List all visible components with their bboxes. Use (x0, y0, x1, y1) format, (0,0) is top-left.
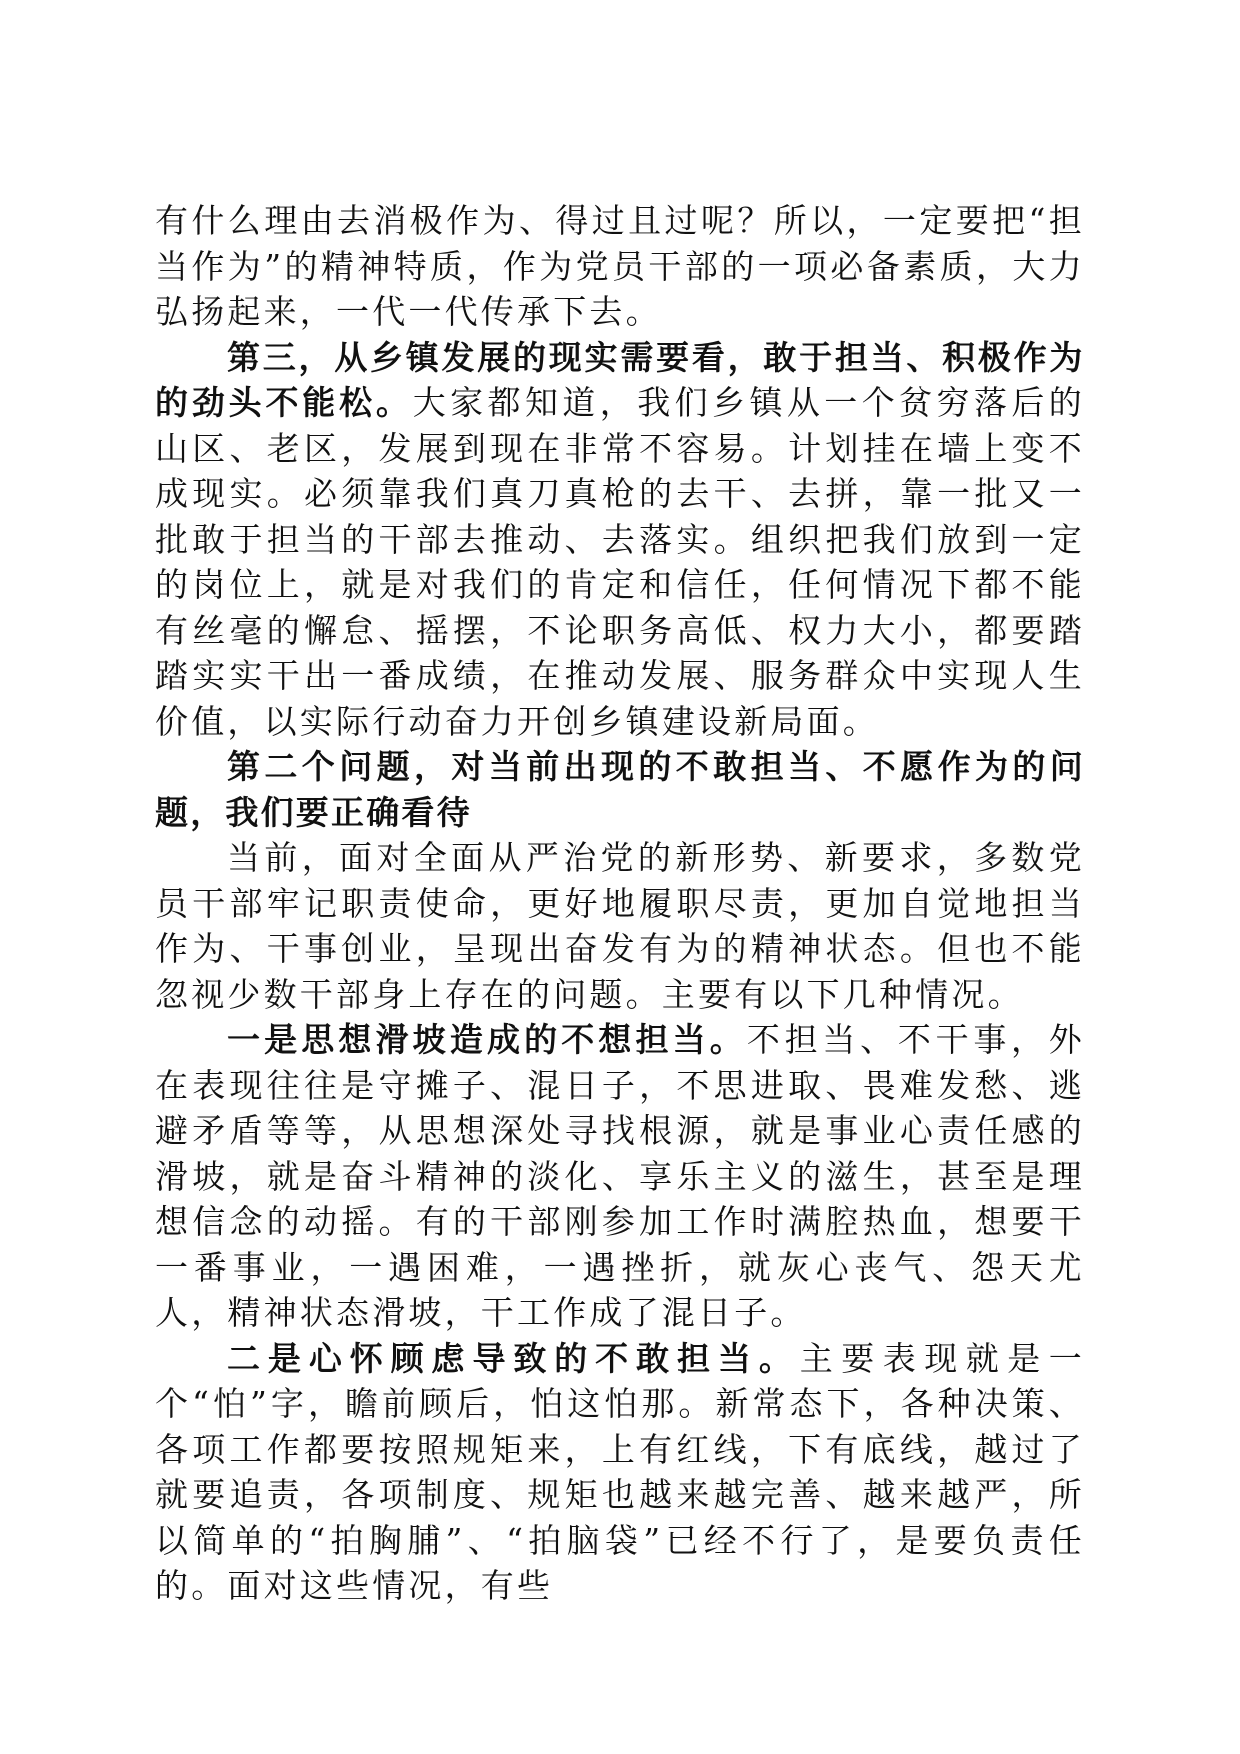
paragraph-text: 主要表现就是一个“怕”字，瞻前顾后，怕这怕那。新常态下，各种决策、各项工作都要按照规矩来，上有红线，下有底线，越过了就要追责，各项制度、规矩也越来越完善、越来越严，所以简单的“拍胸脯”、“拍脑袋”已经不行了，是要负责任的。面对这些情况，有些 (155, 1338, 1085, 1605)
paragraph-text: 不担当、不干事，外在表现往往是守摊子、混日子，不思进取、畏难发愁、逃避矛盾等等，从思想深处寻找根源，就是事业心责任感的滑坡，就是奋斗精神的淡化、享乐主义的滋生，甚至是理想信念的动摇。有的干部刚参加工作时满腔热血，想要干一番事业，一遇困难，一遇挫折，就灰心丧气、怨天尤人，精神状态滑坡，干工作成了混日子。 (155, 1020, 1085, 1332)
paragraph-continuation (155, 198, 1085, 335)
section-heading-second-issue (155, 744, 1085, 835)
section-heading-text: 第二个问题，对当前出现的不敢担当、不愿作为的问题，我们要正确看待 (155, 747, 1085, 832)
paragraph-current-situation (155, 835, 1085, 1017)
paragraph-point-two (155, 1336, 1085, 1609)
paragraph-third-point (155, 335, 1085, 745)
paragraph-lead-bold: 第三，从乡镇发展的现实需要看，敢于担当、积极作为的劲头不能松。 (155, 337, 1085, 422)
paragraph-text: 大家都知道，我们乡镇从一个贫穷落后的山区、老区，发展到现在非常不容易。计划挂在墙上变不成现实。必须靠我们真刀真枪的去干、去拼，靠一批又一批敢于担当的干部去推动、去落实。组织把我们放到一定的岗位上，就是对我们的肯定和信任，任何情况下都不能有丝毫的懈怠、摇摆，不论职务高低、权力大小，都要踏踏实实干出一番成绩，在推动发展、服务群众中实现人生价值，以实际行动奋力开创乡镇建设新局面。 (155, 383, 1085, 741)
paragraph-lead-bold: 二是心怀顾虑导致的不敢担当。 (227, 1338, 800, 1378)
paragraph-text: 当前，面对全面从严治党的新形势、新要求，多数党员干部牢记职责使命，更好地履职尽责，更加自觉地担当作为、干事创业，呈现出奋发有为的精神状态。但也不能忽视少数干部身上存在的问题。主要有以下几种情况。 (155, 838, 1085, 1014)
paragraph-lead-bold: 一是思想滑坡造成的不想担当。 (227, 1020, 747, 1059)
paragraph-text: 有什么理由去消极作为、得过且过呢？所以，一定要把“担当作为”的精神特质，作为党员干部的一项必备素质，大力弘扬起来，一代一代传承下去。 (155, 201, 1085, 331)
document-body (155, 198, 1085, 1609)
paragraph-point-one (155, 1017, 1085, 1336)
